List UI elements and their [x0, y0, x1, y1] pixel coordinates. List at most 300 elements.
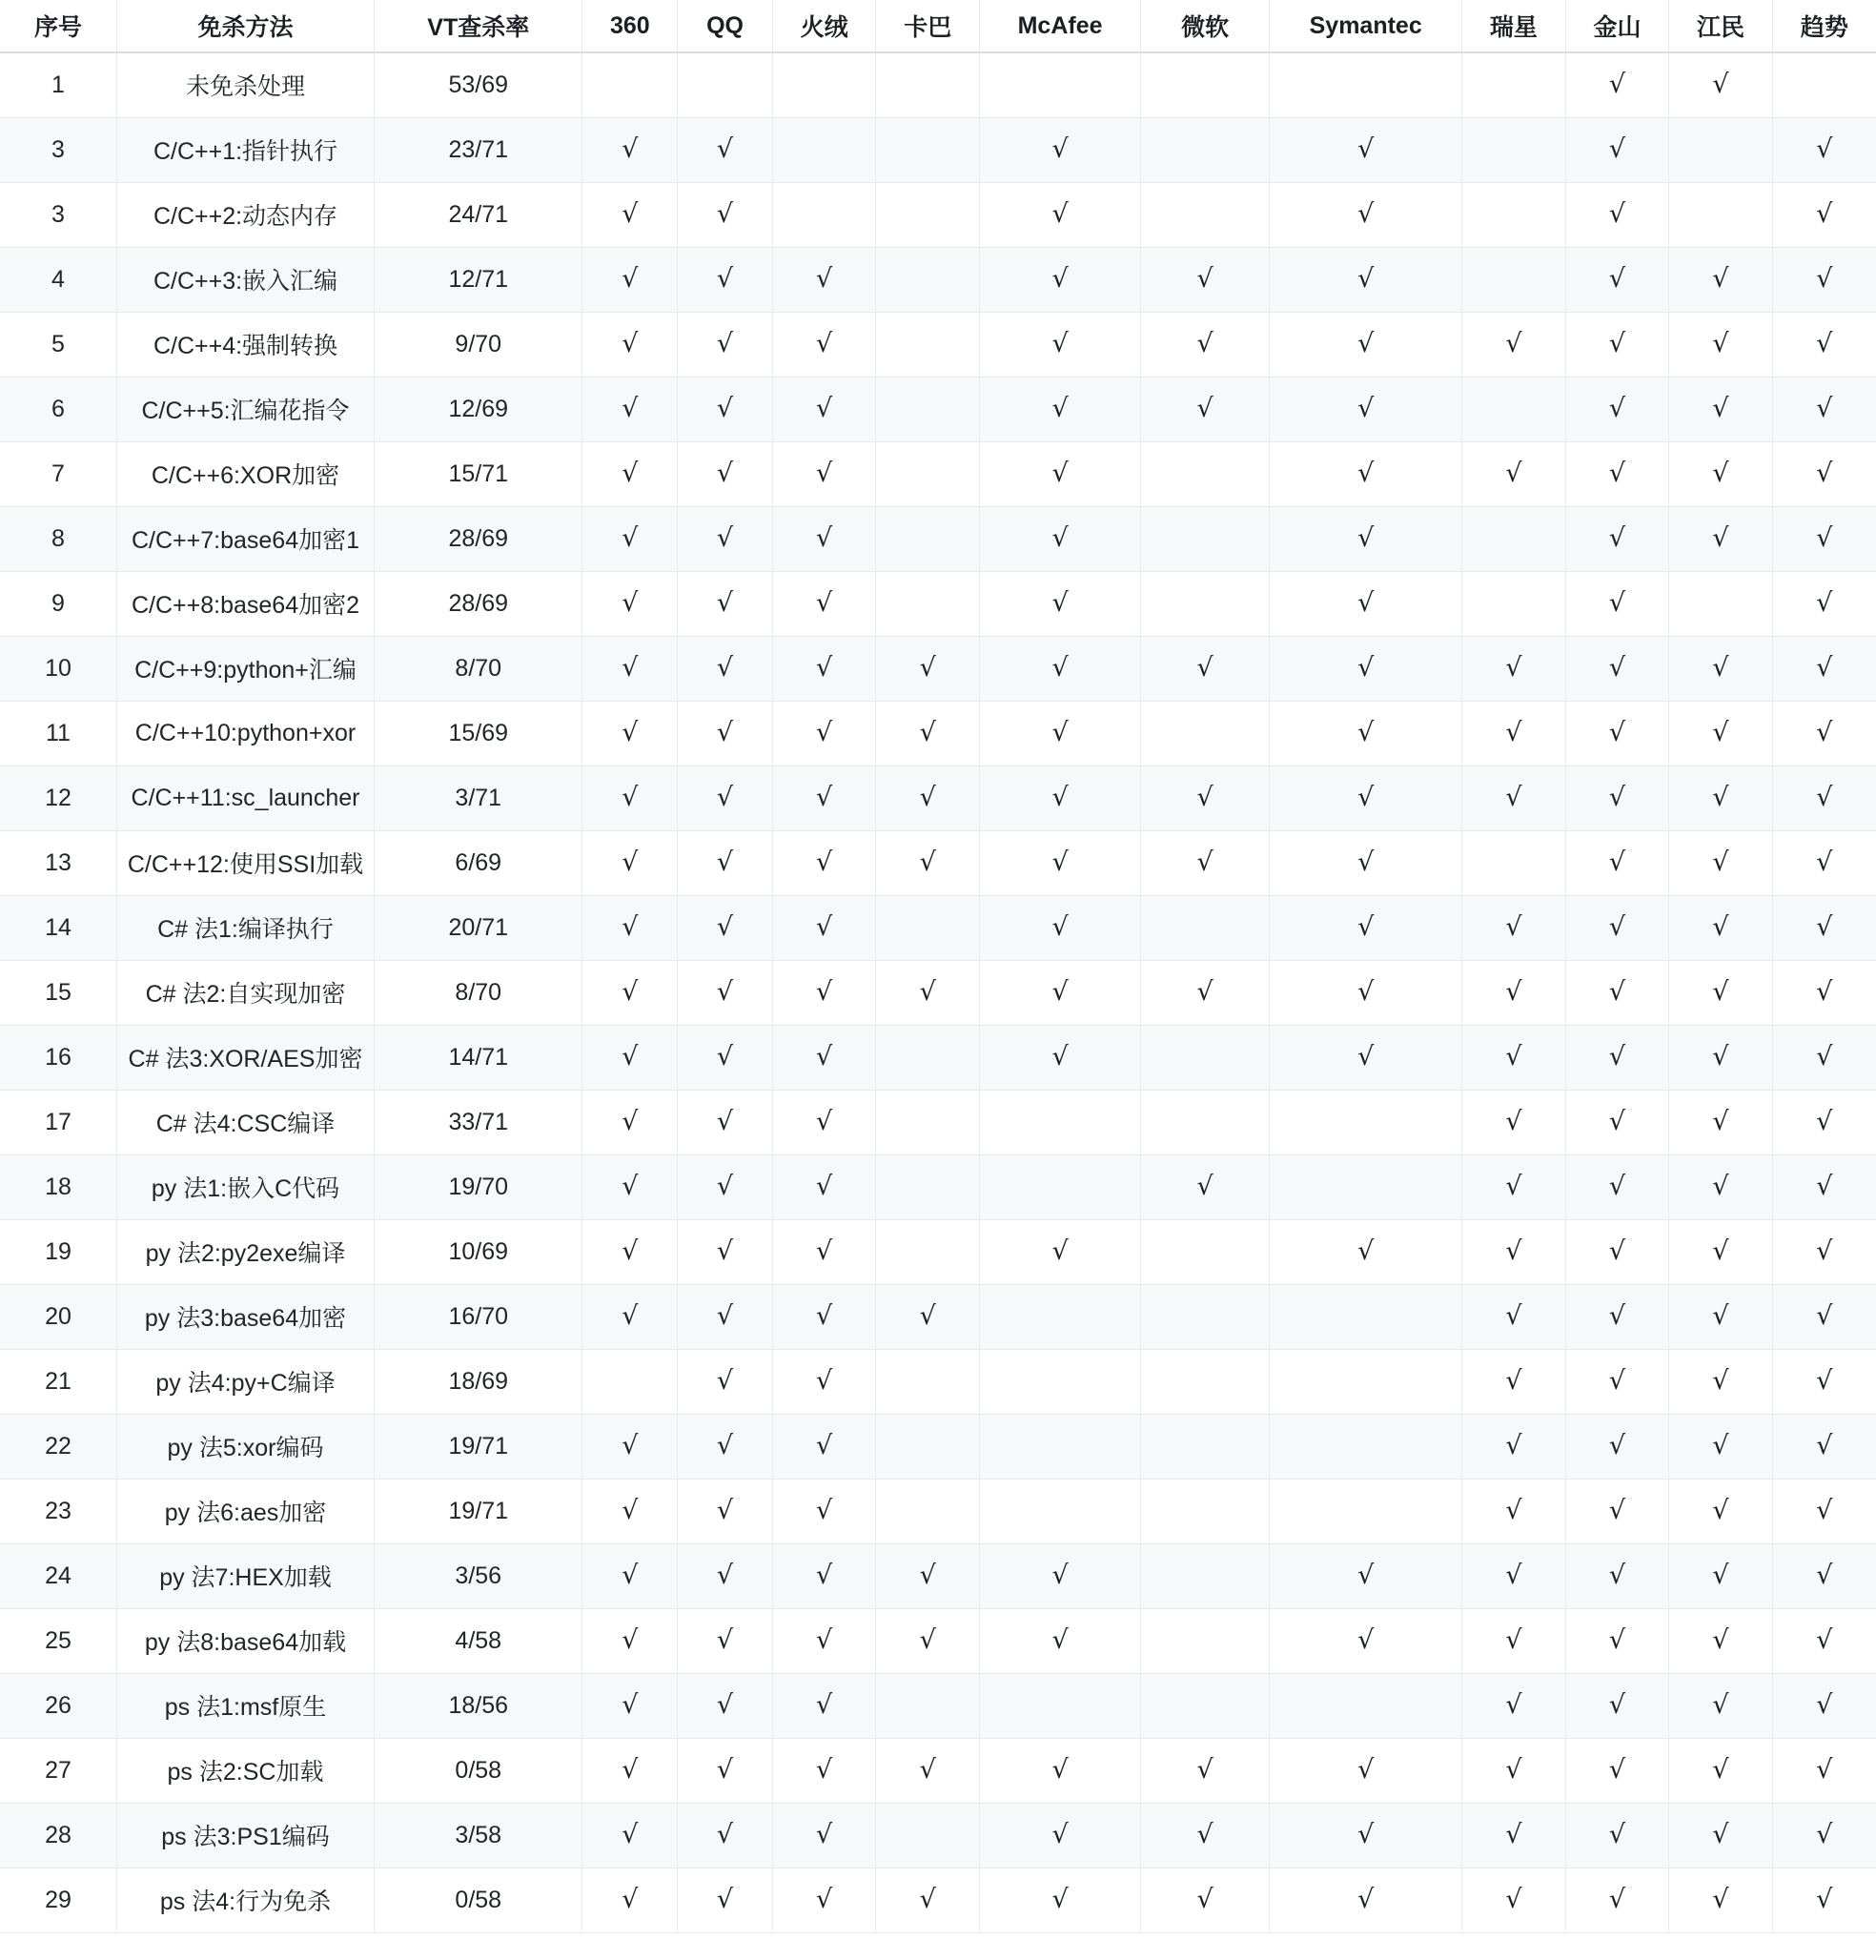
- cell-check-kaba: [876, 247, 980, 312]
- checkmark-icon: √: [1505, 1106, 1522, 1136]
- cell-method-name: C/C++6:XOR加密: [116, 441, 374, 506]
- cell-check-symantec: [1270, 52, 1462, 117]
- cell-check-360: [582, 182, 678, 247]
- checkmark-icon: √: [1816, 1495, 1833, 1525]
- checkmark-icon: √: [1196, 263, 1213, 294]
- checkmark-icon: √: [1712, 393, 1729, 423]
- cell-check-symantec: [1270, 506, 1462, 571]
- cell-check-rising: [1462, 636, 1566, 701]
- cell-check-microsoft: [1141, 312, 1270, 377]
- cell-check-360: [582, 1673, 678, 1738]
- checkmark-icon: √: [716, 1754, 734, 1785]
- checkmark-icon: √: [1357, 1624, 1375, 1655]
- cell-check-microsoft: [1141, 636, 1270, 701]
- checkmark-icon: √: [622, 847, 639, 877]
- checkmark-icon: √: [1816, 976, 1833, 1007]
- cell-vt-detection-rate: 12/71: [375, 247, 582, 312]
- cell-check-huorong: [772, 506, 876, 571]
- checkmark-icon: √: [1712, 782, 1729, 812]
- table-row: [0, 766, 1876, 830]
- cell-check-huorong: [772, 1803, 876, 1868]
- checkmark-icon: √: [1357, 976, 1375, 1007]
- checkmark-icon: √: [716, 458, 734, 488]
- cell-check-jiangmin: [1669, 766, 1773, 830]
- cell-check-360: [582, 52, 678, 117]
- checkmark-icon: √: [1816, 1754, 1833, 1785]
- empty-cell-marker: [1060, 1323, 1061, 1324]
- checkmark-icon: √: [716, 393, 734, 423]
- cell-check-jinshan: [1565, 1868, 1669, 1932]
- empty-cell-marker: [1205, 1518, 1206, 1519]
- column-header-rising[interactable]: 瑞星: [1462, 0, 1566, 52]
- cell-check-kaba: [876, 701, 980, 766]
- cell-check-360: [582, 1219, 678, 1284]
- checkmark-icon: √: [816, 1884, 833, 1914]
- checkmark-icon: √: [1712, 1365, 1729, 1396]
- cell-check-qq: [678, 312, 773, 377]
- cell-vt-detection-rate: 23/71: [375, 117, 582, 182]
- cell-vt-detection-rate: 8/70: [375, 960, 582, 1025]
- checkmark-icon: √: [1608, 69, 1626, 99]
- cell-check-trend: [1772, 1284, 1876, 1349]
- cell-vt-detection-rate: 18/69: [375, 1349, 582, 1414]
- checkmark-icon: √: [1712, 328, 1729, 358]
- cell-check-360: [582, 1414, 678, 1479]
- cell-check-qq: [678, 506, 773, 571]
- cell-check-rising: [1462, 1090, 1566, 1154]
- checkmark-icon: √: [1051, 522, 1069, 553]
- cell-check-trend: [1772, 1349, 1876, 1414]
- column-header-microsoft[interactable]: 微软: [1141, 0, 1270, 52]
- checkmark-icon: √: [716, 1495, 734, 1525]
- checkmark-icon: √: [622, 1495, 639, 1525]
- cell-check-rising: [1462, 1673, 1566, 1738]
- cell-check-mcafee: [979, 1154, 1140, 1219]
- empty-cell-marker: [1060, 1129, 1061, 1130]
- cell-vt-detection-rate: 16/70: [375, 1284, 582, 1349]
- cell-check-360: [582, 895, 678, 960]
- cell-check-microsoft: [1141, 1154, 1270, 1219]
- checkmark-icon: √: [1608, 1495, 1626, 1525]
- cell-check-microsoft: [1141, 1349, 1270, 1414]
- checkmark-icon: √: [919, 652, 936, 683]
- checkmark-icon: √: [622, 328, 639, 358]
- cell-vt-detection-rate: 8/70: [375, 636, 582, 701]
- checkmark-icon: √: [622, 198, 639, 229]
- cell-check-rising: [1462, 1219, 1566, 1284]
- cell-check-huorong: [772, 1284, 876, 1349]
- checkmark-icon: √: [1608, 1365, 1626, 1396]
- checkmark-icon: √: [622, 133, 639, 164]
- checkmark-icon: √: [622, 1430, 639, 1460]
- checkmark-icon: √: [716, 1171, 734, 1201]
- cell-check-jinshan: [1565, 1219, 1669, 1284]
- cell-check-symantec: [1270, 701, 1462, 766]
- cell-check-rising: [1462, 441, 1566, 506]
- checkmark-icon: √: [1505, 1624, 1522, 1655]
- checkmark-icon: √: [1051, 587, 1069, 618]
- cell-check-kaba: [876, 636, 980, 701]
- checkmark-icon: √: [1712, 1300, 1729, 1331]
- column-header-mcafee[interactable]: McAfee: [979, 0, 1140, 52]
- empty-cell-marker: [1205, 1453, 1206, 1454]
- cell-check-jiangmin: [1669, 1868, 1773, 1932]
- cell-check-360: [582, 571, 678, 636]
- column-header-jinshan[interactable]: 金山: [1565, 0, 1669, 52]
- checkmark-icon: √: [1051, 847, 1069, 877]
- checkmark-icon: √: [816, 1365, 833, 1396]
- cell-check-mcafee: [979, 636, 1140, 701]
- cell-check-huorong: [772, 377, 876, 441]
- checkmark-icon: √: [1816, 587, 1833, 618]
- checkmark-icon: √: [1816, 652, 1833, 683]
- column-header-idx[interactable]: 序号: [0, 0, 116, 52]
- cell-check-trend: [1772, 377, 1876, 441]
- cell-index: 18: [0, 1154, 116, 1219]
- cell-check-jinshan: [1565, 1803, 1669, 1868]
- column-header-huorong[interactable]: 火绒: [772, 0, 876, 52]
- column-header-kaba[interactable]: 卡巴: [876, 0, 980, 52]
- cell-check-mcafee: [979, 52, 1140, 117]
- checkmark-icon: √: [1505, 1560, 1522, 1590]
- cell-index: 26: [0, 1673, 116, 1738]
- cell-check-qq: [678, 571, 773, 636]
- checkmark-icon: √: [1357, 263, 1375, 294]
- checkmark-icon: √: [716, 1560, 734, 1590]
- checkmark-icon: √: [1816, 1106, 1833, 1136]
- checkmark-icon: √: [1196, 976, 1213, 1007]
- checkmark-icon: √: [1357, 911, 1375, 942]
- cell-check-jiangmin: [1669, 441, 1773, 506]
- cell-check-symantec: [1270, 1803, 1462, 1868]
- checkmark-icon: √: [1051, 652, 1069, 683]
- table-row: [0, 960, 1876, 1025]
- checkmark-icon: √: [816, 522, 833, 553]
- cell-check-mcafee: [979, 182, 1140, 247]
- cell-check-microsoft: [1141, 1219, 1270, 1284]
- cell-vt-detection-rate: 24/71: [375, 182, 582, 247]
- cell-check-kaba: [876, 312, 980, 377]
- checkmark-icon: √: [816, 1300, 833, 1331]
- cell-check-qq: [678, 1608, 773, 1673]
- checkmark-icon: √: [1816, 1884, 1833, 1914]
- cell-index: 1: [0, 52, 116, 117]
- cell-index: 22: [0, 1414, 116, 1479]
- checkmark-icon: √: [1608, 1754, 1626, 1785]
- cell-check-mcafee: [979, 1543, 1140, 1608]
- cell-check-trend: [1772, 766, 1876, 830]
- cell-method-name: ps 法4:行为免杀: [116, 1868, 374, 1932]
- cell-vt-detection-rate: 19/71: [375, 1479, 582, 1543]
- column-header-vt[interactable]: VT查杀率: [375, 0, 582, 52]
- checkmark-icon: √: [1196, 1884, 1213, 1914]
- cell-check-jiangmin: [1669, 571, 1773, 636]
- cell-check-360: [582, 247, 678, 312]
- checkmark-icon: √: [1505, 1300, 1522, 1331]
- cell-check-qq: [678, 701, 773, 766]
- checkmark-icon: √: [716, 1365, 734, 1396]
- cell-check-trend: [1772, 1543, 1876, 1608]
- cell-method-name: ps 法1:msf原生: [116, 1673, 374, 1738]
- checkmark-icon: √: [1051, 263, 1069, 294]
- cell-check-360: [582, 1025, 678, 1090]
- cell-check-microsoft: [1141, 830, 1270, 895]
- cell-method-name: C/C++4:强制转换: [116, 312, 374, 377]
- column-header-trend[interactable]: 趋势: [1772, 0, 1876, 52]
- cell-index: 5: [0, 312, 116, 377]
- cell-check-qq: [678, 830, 773, 895]
- checkmark-icon: √: [1816, 393, 1833, 423]
- checkmark-icon: √: [716, 587, 734, 618]
- cell-vt-detection-rate: 19/70: [375, 1154, 582, 1219]
- checkmark-icon: √: [919, 782, 936, 812]
- cell-check-microsoft: [1141, 766, 1270, 830]
- cell-check-mcafee: [979, 1025, 1140, 1090]
- cell-check-symantec: [1270, 636, 1462, 701]
- checkmark-icon: √: [1505, 717, 1522, 747]
- table-row: [0, 1284, 1876, 1349]
- cell-check-jiangmin: [1669, 506, 1773, 571]
- cell-check-trend: [1772, 895, 1876, 960]
- cell-check-jinshan: [1565, 1479, 1669, 1543]
- checkmark-icon: √: [1712, 1754, 1729, 1785]
- cell-check-microsoft: [1141, 1673, 1270, 1738]
- cell-check-symantec: [1270, 1090, 1462, 1154]
- cell-check-microsoft: [1141, 1738, 1270, 1803]
- column-header-jiangmin[interactable]: 江民: [1669, 0, 1773, 52]
- checkmark-icon: √: [1051, 1884, 1069, 1914]
- cell-vt-detection-rate: 6/69: [375, 830, 582, 895]
- cell-method-name: C/C++11:sc_launcher: [116, 766, 374, 830]
- checkmark-icon: √: [1816, 458, 1833, 488]
- cell-index: 24: [0, 1543, 116, 1608]
- cell-vt-detection-rate: 9/70: [375, 312, 582, 377]
- cell-check-microsoft: [1141, 1608, 1270, 1673]
- cell-index: 10: [0, 636, 116, 701]
- cell-index: 6: [0, 377, 116, 441]
- cell-vt-detection-rate: 4/58: [375, 1608, 582, 1673]
- checkmark-icon: √: [1712, 652, 1729, 683]
- checkmark-icon: √: [1505, 911, 1522, 942]
- table-row: [0, 1673, 1876, 1738]
- cell-check-rising: [1462, 182, 1566, 247]
- checkmark-icon: √: [622, 1235, 639, 1266]
- cell-check-huorong: [772, 960, 876, 1025]
- column-header-symantec[interactable]: Symantec: [1270, 0, 1462, 52]
- checkmark-icon: √: [716, 911, 734, 942]
- checkmark-icon: √: [816, 263, 833, 294]
- cell-check-trend: [1772, 1219, 1876, 1284]
- cell-check-jiangmin: [1669, 117, 1773, 182]
- checkmark-icon: √: [816, 1041, 833, 1072]
- checkmark-icon: √: [1816, 1624, 1833, 1655]
- checkmark-icon: √: [816, 1106, 833, 1136]
- checkmark-icon: √: [622, 1624, 639, 1655]
- cell-index: 23: [0, 1479, 116, 1543]
- cell-check-rising: [1462, 701, 1566, 766]
- cell-check-symantec: [1270, 1349, 1462, 1414]
- cell-method-name: ps 法2:SC加载: [116, 1738, 374, 1803]
- checkmark-icon: √: [1357, 1884, 1375, 1914]
- table-row: [0, 247, 1876, 312]
- checkmark-icon: √: [1196, 847, 1213, 877]
- checkmark-icon: √: [1505, 1754, 1522, 1785]
- cell-vt-detection-rate: 20/71: [375, 895, 582, 960]
- cell-check-trend: [1772, 1479, 1876, 1543]
- checkmark-icon: √: [1608, 522, 1626, 553]
- empty-cell-marker: [1205, 934, 1206, 935]
- cell-check-symantec: [1270, 895, 1462, 960]
- cell-check-mcafee: [979, 830, 1140, 895]
- checkmark-icon: √: [1608, 782, 1626, 812]
- cell-check-kaba: [876, 1479, 980, 1543]
- cell-check-jiangmin: [1669, 1219, 1773, 1284]
- checkmark-icon: √: [1816, 1171, 1833, 1201]
- empty-cell-marker: [1060, 1453, 1061, 1454]
- cell-index: 21: [0, 1349, 116, 1414]
- table-row: [0, 571, 1876, 636]
- checkmark-icon: √: [1505, 1689, 1522, 1720]
- empty-cell-marker: [1060, 1712, 1061, 1713]
- cell-check-jiangmin: [1669, 1284, 1773, 1349]
- cell-check-trend: [1772, 1673, 1876, 1738]
- checkmark-icon: √: [1051, 717, 1069, 747]
- checkmark-icon: √: [1357, 393, 1375, 423]
- checkmark-icon: √: [1051, 393, 1069, 423]
- cell-check-huorong: [772, 636, 876, 701]
- cell-method-name: py 法4:py+C编译: [116, 1349, 374, 1414]
- cell-check-trend: [1772, 960, 1876, 1025]
- cell-method-name: C/C++3:嵌入汇编: [116, 247, 374, 312]
- cell-check-kaba: [876, 52, 980, 117]
- checkmark-icon: √: [1051, 198, 1069, 229]
- cell-check-jinshan: [1565, 960, 1669, 1025]
- checkmark-icon: √: [1357, 652, 1375, 683]
- empty-cell-marker: [1365, 1129, 1366, 1130]
- column-header-method[interactable]: 免杀方法: [116, 0, 374, 52]
- cell-check-qq: [678, 636, 773, 701]
- checkmark-icon: √: [1712, 1430, 1729, 1460]
- empty-cell-marker: [824, 156, 825, 157]
- cell-check-jinshan: [1565, 377, 1669, 441]
- cell-check-rising: [1462, 960, 1566, 1025]
- cell-check-kaba: [876, 182, 980, 247]
- checkmark-icon: √: [1196, 393, 1213, 423]
- cell-check-symantec: [1270, 1219, 1462, 1284]
- checkmark-icon: √: [1608, 587, 1626, 618]
- cell-check-kaba: [876, 506, 980, 571]
- cell-check-mcafee: [979, 895, 1140, 960]
- checkmark-icon: √: [622, 1819, 639, 1849]
- table-row: [0, 1479, 1876, 1543]
- checkmark-icon: √: [1608, 1430, 1626, 1460]
- cell-check-360: [582, 441, 678, 506]
- cell-check-jiangmin: [1669, 1090, 1773, 1154]
- cell-check-kaba: [876, 441, 980, 506]
- cell-check-trend: [1772, 636, 1876, 701]
- cell-check-microsoft: [1141, 701, 1270, 766]
- empty-cell-marker: [1365, 1388, 1366, 1389]
- checkmark-icon: √: [716, 1106, 734, 1136]
- cell-check-trend: [1772, 830, 1876, 895]
- cell-check-kaba: [876, 1673, 980, 1738]
- cell-check-symantec: [1270, 117, 1462, 182]
- cell-check-jiangmin: [1669, 1608, 1773, 1673]
- cell-check-microsoft: [1141, 1868, 1270, 1932]
- checkmark-icon: √: [622, 1560, 639, 1590]
- cell-check-qq: [678, 1414, 773, 1479]
- cell-check-qq: [678, 1479, 773, 1543]
- cell-check-symantec: [1270, 247, 1462, 312]
- checkmark-icon: √: [622, 1106, 639, 1136]
- cell-check-kaba: [876, 1349, 980, 1414]
- cell-check-kaba: [876, 1738, 980, 1803]
- empty-cell-marker: [1205, 1258, 1206, 1259]
- cell-check-kaba: [876, 1284, 980, 1349]
- cell-check-huorong: [772, 1673, 876, 1738]
- checkmark-icon: √: [1816, 328, 1833, 358]
- cell-check-trend: [1772, 1608, 1876, 1673]
- checkmark-icon: √: [1196, 1754, 1213, 1785]
- cell-check-mcafee: [979, 960, 1140, 1025]
- checkmark-icon: √: [816, 587, 833, 618]
- checkmark-icon: √: [1505, 1041, 1522, 1072]
- empty-cell-marker: [1513, 156, 1514, 157]
- cell-check-jinshan: [1565, 701, 1669, 766]
- checkmark-icon: √: [1816, 1560, 1833, 1590]
- cell-check-jiangmin: [1669, 1479, 1773, 1543]
- column-header-360[interactable]: 360: [582, 0, 678, 52]
- cell-check-mcafee: [979, 766, 1140, 830]
- cell-check-360: [582, 1349, 678, 1414]
- cell-check-rising: [1462, 1608, 1566, 1673]
- cell-check-jinshan: [1565, 247, 1669, 312]
- cell-check-symantec: [1270, 1154, 1462, 1219]
- cell-check-qq: [678, 247, 773, 312]
- column-header-qq[interactable]: QQ: [678, 0, 773, 52]
- checkmark-icon: √: [1608, 1884, 1626, 1914]
- table-row: [0, 1090, 1876, 1154]
- empty-cell-marker: [1205, 1582, 1206, 1583]
- cell-index: 3: [0, 117, 116, 182]
- cell-check-symantec: [1270, 1543, 1462, 1608]
- table-row: [0, 506, 1876, 571]
- checkmark-icon: √: [919, 1300, 936, 1331]
- checkmark-icon: √: [1608, 911, 1626, 942]
- checkmark-icon: √: [1712, 1495, 1729, 1525]
- cell-check-huorong: [772, 1479, 876, 1543]
- cell-check-mcafee: [979, 701, 1140, 766]
- cell-check-360: [582, 312, 678, 377]
- checkmark-icon: √: [816, 328, 833, 358]
- cell-check-jiangmin: [1669, 1154, 1773, 1219]
- cell-check-huorong: [772, 766, 876, 830]
- cell-check-qq: [678, 1284, 773, 1349]
- cell-check-microsoft: [1141, 571, 1270, 636]
- checkmark-icon: √: [622, 652, 639, 683]
- table-row: [0, 1868, 1876, 1932]
- empty-cell-marker: [1513, 869, 1514, 870]
- cell-check-jinshan: [1565, 441, 1669, 506]
- cell-index: 29: [0, 1868, 116, 1932]
- cell-vt-detection-rate: 18/56: [375, 1673, 582, 1738]
- checkmark-icon: √: [1712, 1560, 1729, 1590]
- cell-check-360: [582, 1738, 678, 1803]
- cell-method-name: py 法2:py2exe编译: [116, 1219, 374, 1284]
- cell-check-jiangmin: [1669, 377, 1773, 441]
- cell-check-mcafee: [979, 377, 1140, 441]
- cell-check-jiangmin: [1669, 1543, 1773, 1608]
